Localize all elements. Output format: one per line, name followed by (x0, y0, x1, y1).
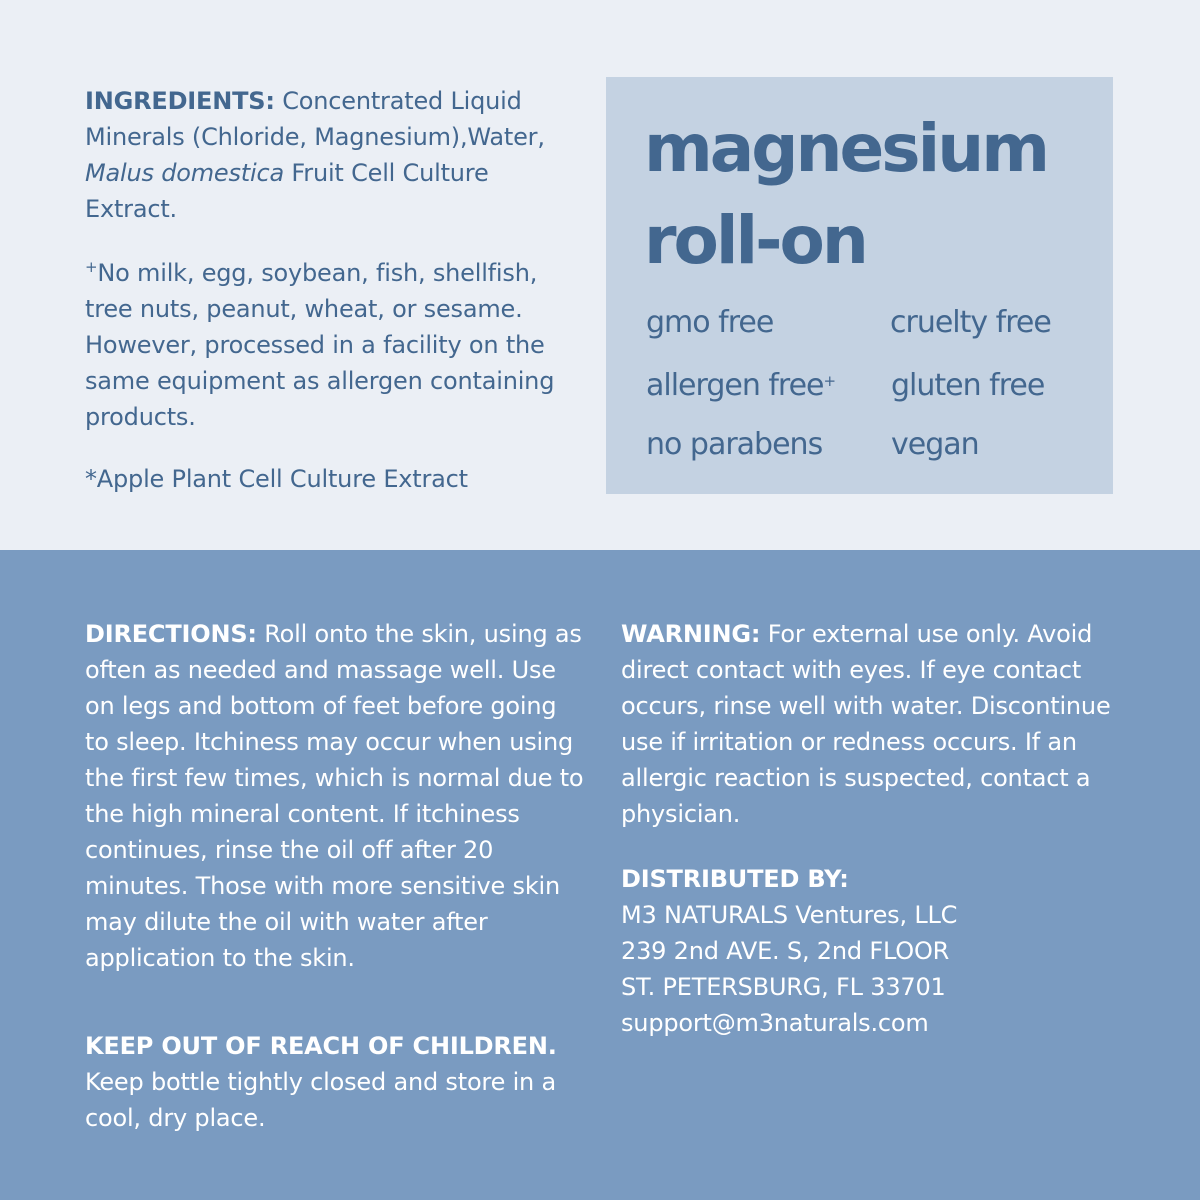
directions-body: Roll onto the skin, using as often as needed and massage well. Use on legs and bottom of feet before going to sleep. Itchiness may occur when using the first few times, which is normal due to the high mineral content. If itchiness continues, rinse the oil off after 20 minutes. Those with more sensitive skin may dilute the oil with water after application to the skin. (85, 620, 584, 972)
children-warning (85, 1028, 605, 1136)
claim-vegan: vegan (891, 427, 979, 462)
claim-cruelty-free: cruelty free (890, 305, 1051, 340)
distributor-email: support@m3naturals.com (621, 1009, 929, 1037)
claim-allergen-free-label: allergen free (646, 368, 824, 403)
distributor-heading: DISTRIBUTED BY: (621, 865, 849, 893)
claim-gluten-free: gluten free (891, 368, 1045, 403)
warning-heading: WARNING: (621, 620, 761, 648)
ingredients-latin-name: Malus domestica (85, 159, 284, 187)
product-title-line1: magnesium (644, 110, 1047, 187)
directions-heading: DIRECTIONS: (85, 620, 257, 648)
children-heading: KEEP OUT OF REACH OF CHILDREN. (85, 1032, 557, 1060)
warning-text (621, 616, 1121, 832)
product-title (644, 103, 1047, 287)
distributor-address-line1: 239 2nd AVE. S, 2nd FLOOR (621, 937, 950, 965)
ingredients-text (85, 83, 585, 227)
distributor-name: M3 NATURALS Ventures, LLC (621, 901, 958, 929)
directions-text (85, 616, 585, 976)
ingredients-heading: INGREDIENTS: (85, 87, 275, 115)
bottom-panel (0, 550, 1200, 1200)
product-title-line2: roll-on (644, 202, 866, 279)
allergen-note-text: No milk, egg, soybean, fish, shellfish, tree nuts, peanut, wheat, or sesame. However, processed in a facility on the same equipment as allergen containing products. (85, 259, 555, 431)
children-body: Keep bottle tightly closed and store in a cool, dry place. (85, 1068, 556, 1132)
warning-body: For external use only. Avoid direct contact with eyes. If eye contact occurs, rinse well with water. Discontinue use if irritation or redness occurs. If an allergic reaction is suspected, contact a physician. (621, 620, 1111, 828)
claim-allergen-free-mark: + (823, 372, 836, 390)
distributor-block (621, 861, 1121, 1041)
ingredients-part2: Fruit Cell Culture Extract. (85, 159, 489, 223)
claim-no-parabens: no parabens (646, 427, 823, 462)
claim-gmo-free: gmo free (646, 305, 774, 340)
top-panel (0, 0, 1200, 550)
distributor-address-line2: ST. PETERSBURG, FL 33701 (621, 973, 946, 1001)
product-claims-box (606, 77, 1113, 494)
claim-allergen-free (646, 366, 835, 406)
allergen-note-mark: + (85, 258, 98, 276)
allergen-note (85, 255, 585, 435)
ingredients-part1: Concentrated Liquid Minerals (Chloride, Magnesium),Water, (85, 87, 545, 151)
footnote: *Apple Plant Cell Culture Extract (85, 465, 468, 493)
